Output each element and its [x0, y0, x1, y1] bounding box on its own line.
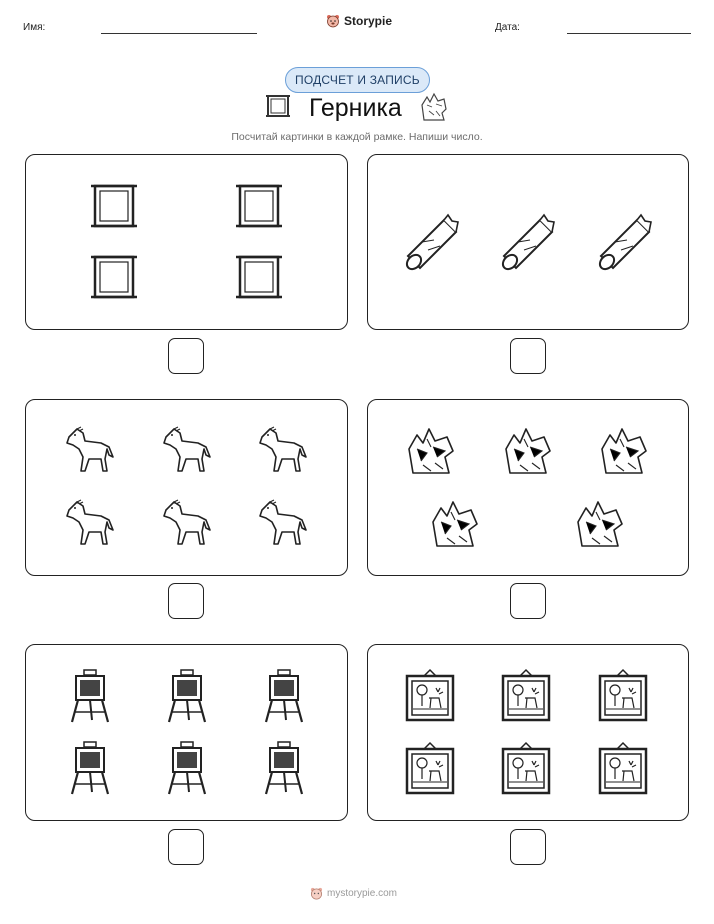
- name-line[interactable]: [101, 33, 257, 34]
- activity-type-pill: ПОДСЧЕТ И ЗАПИСЬ: [285, 67, 430, 93]
- horse-icon: [63, 425, 117, 475]
- easel-icon: [262, 668, 306, 724]
- page-title: Герника: [309, 94, 402, 122]
- date-line[interactable]: [567, 33, 691, 34]
- framed-painting-icon: [501, 668, 551, 722]
- easel-icon: [165, 740, 209, 796]
- answer-box-easels[interactable]: [168, 829, 204, 865]
- bear-icon: [326, 14, 340, 28]
- footer-url[interactable]: mystorypie.com: [327, 888, 398, 899]
- answer-box-paintings[interactable]: [510, 829, 546, 865]
- wolf-icon: [405, 425, 457, 477]
- picture-frame-icon: [264, 92, 292, 120]
- easel-icon: [68, 668, 112, 724]
- horse-icon: [63, 498, 117, 548]
- bear-icon: [310, 887, 323, 900]
- wolf-icon: [598, 425, 650, 477]
- horse-icon: [256, 425, 310, 475]
- framed-painting-icon: [598, 741, 648, 795]
- wolf-icon: [502, 425, 554, 477]
- picture-frame-icon: [90, 252, 138, 302]
- name-label: Имя:: [23, 22, 46, 33]
- answer-box-picture-frames[interactable]: [168, 338, 204, 374]
- wolf-icon: [429, 498, 481, 550]
- picture-frame-icon: [90, 181, 138, 231]
- easel-icon: [262, 740, 306, 796]
- framed-painting-icon: [405, 668, 455, 722]
- easel-icon: [68, 740, 112, 796]
- picture-frame-icon: [235, 252, 283, 302]
- log-icon: [400, 212, 462, 274]
- horse-icon: [256, 498, 310, 548]
- horse-icon: [160, 498, 214, 548]
- framed-painting-icon: [405, 741, 455, 795]
- wolf-icon: [574, 498, 626, 550]
- counting-panel-picture-frames: [25, 154, 348, 330]
- framed-painting-icon: [501, 741, 551, 795]
- brand-name: Storypie: [344, 14, 393, 28]
- framed-painting-icon: [598, 668, 648, 722]
- instructions: Посчитай картинки в каждой рамке. Напиши число.: [231, 131, 483, 143]
- log-icon: [593, 212, 655, 274]
- easel-icon: [165, 668, 209, 724]
- answer-box-logs[interactable]: [510, 338, 546, 374]
- picture-frame-icon: [235, 181, 283, 231]
- horse-icon: [160, 425, 214, 475]
- answer-box-horses[interactable]: [168, 583, 204, 619]
- brand-logo: [326, 14, 392, 28]
- answer-box-wolves[interactable]: [510, 583, 546, 619]
- log-icon: [496, 212, 558, 274]
- footer: [310, 887, 397, 900]
- date-label: Дата:: [495, 22, 520, 33]
- wolf-icon: [418, 91, 450, 123]
